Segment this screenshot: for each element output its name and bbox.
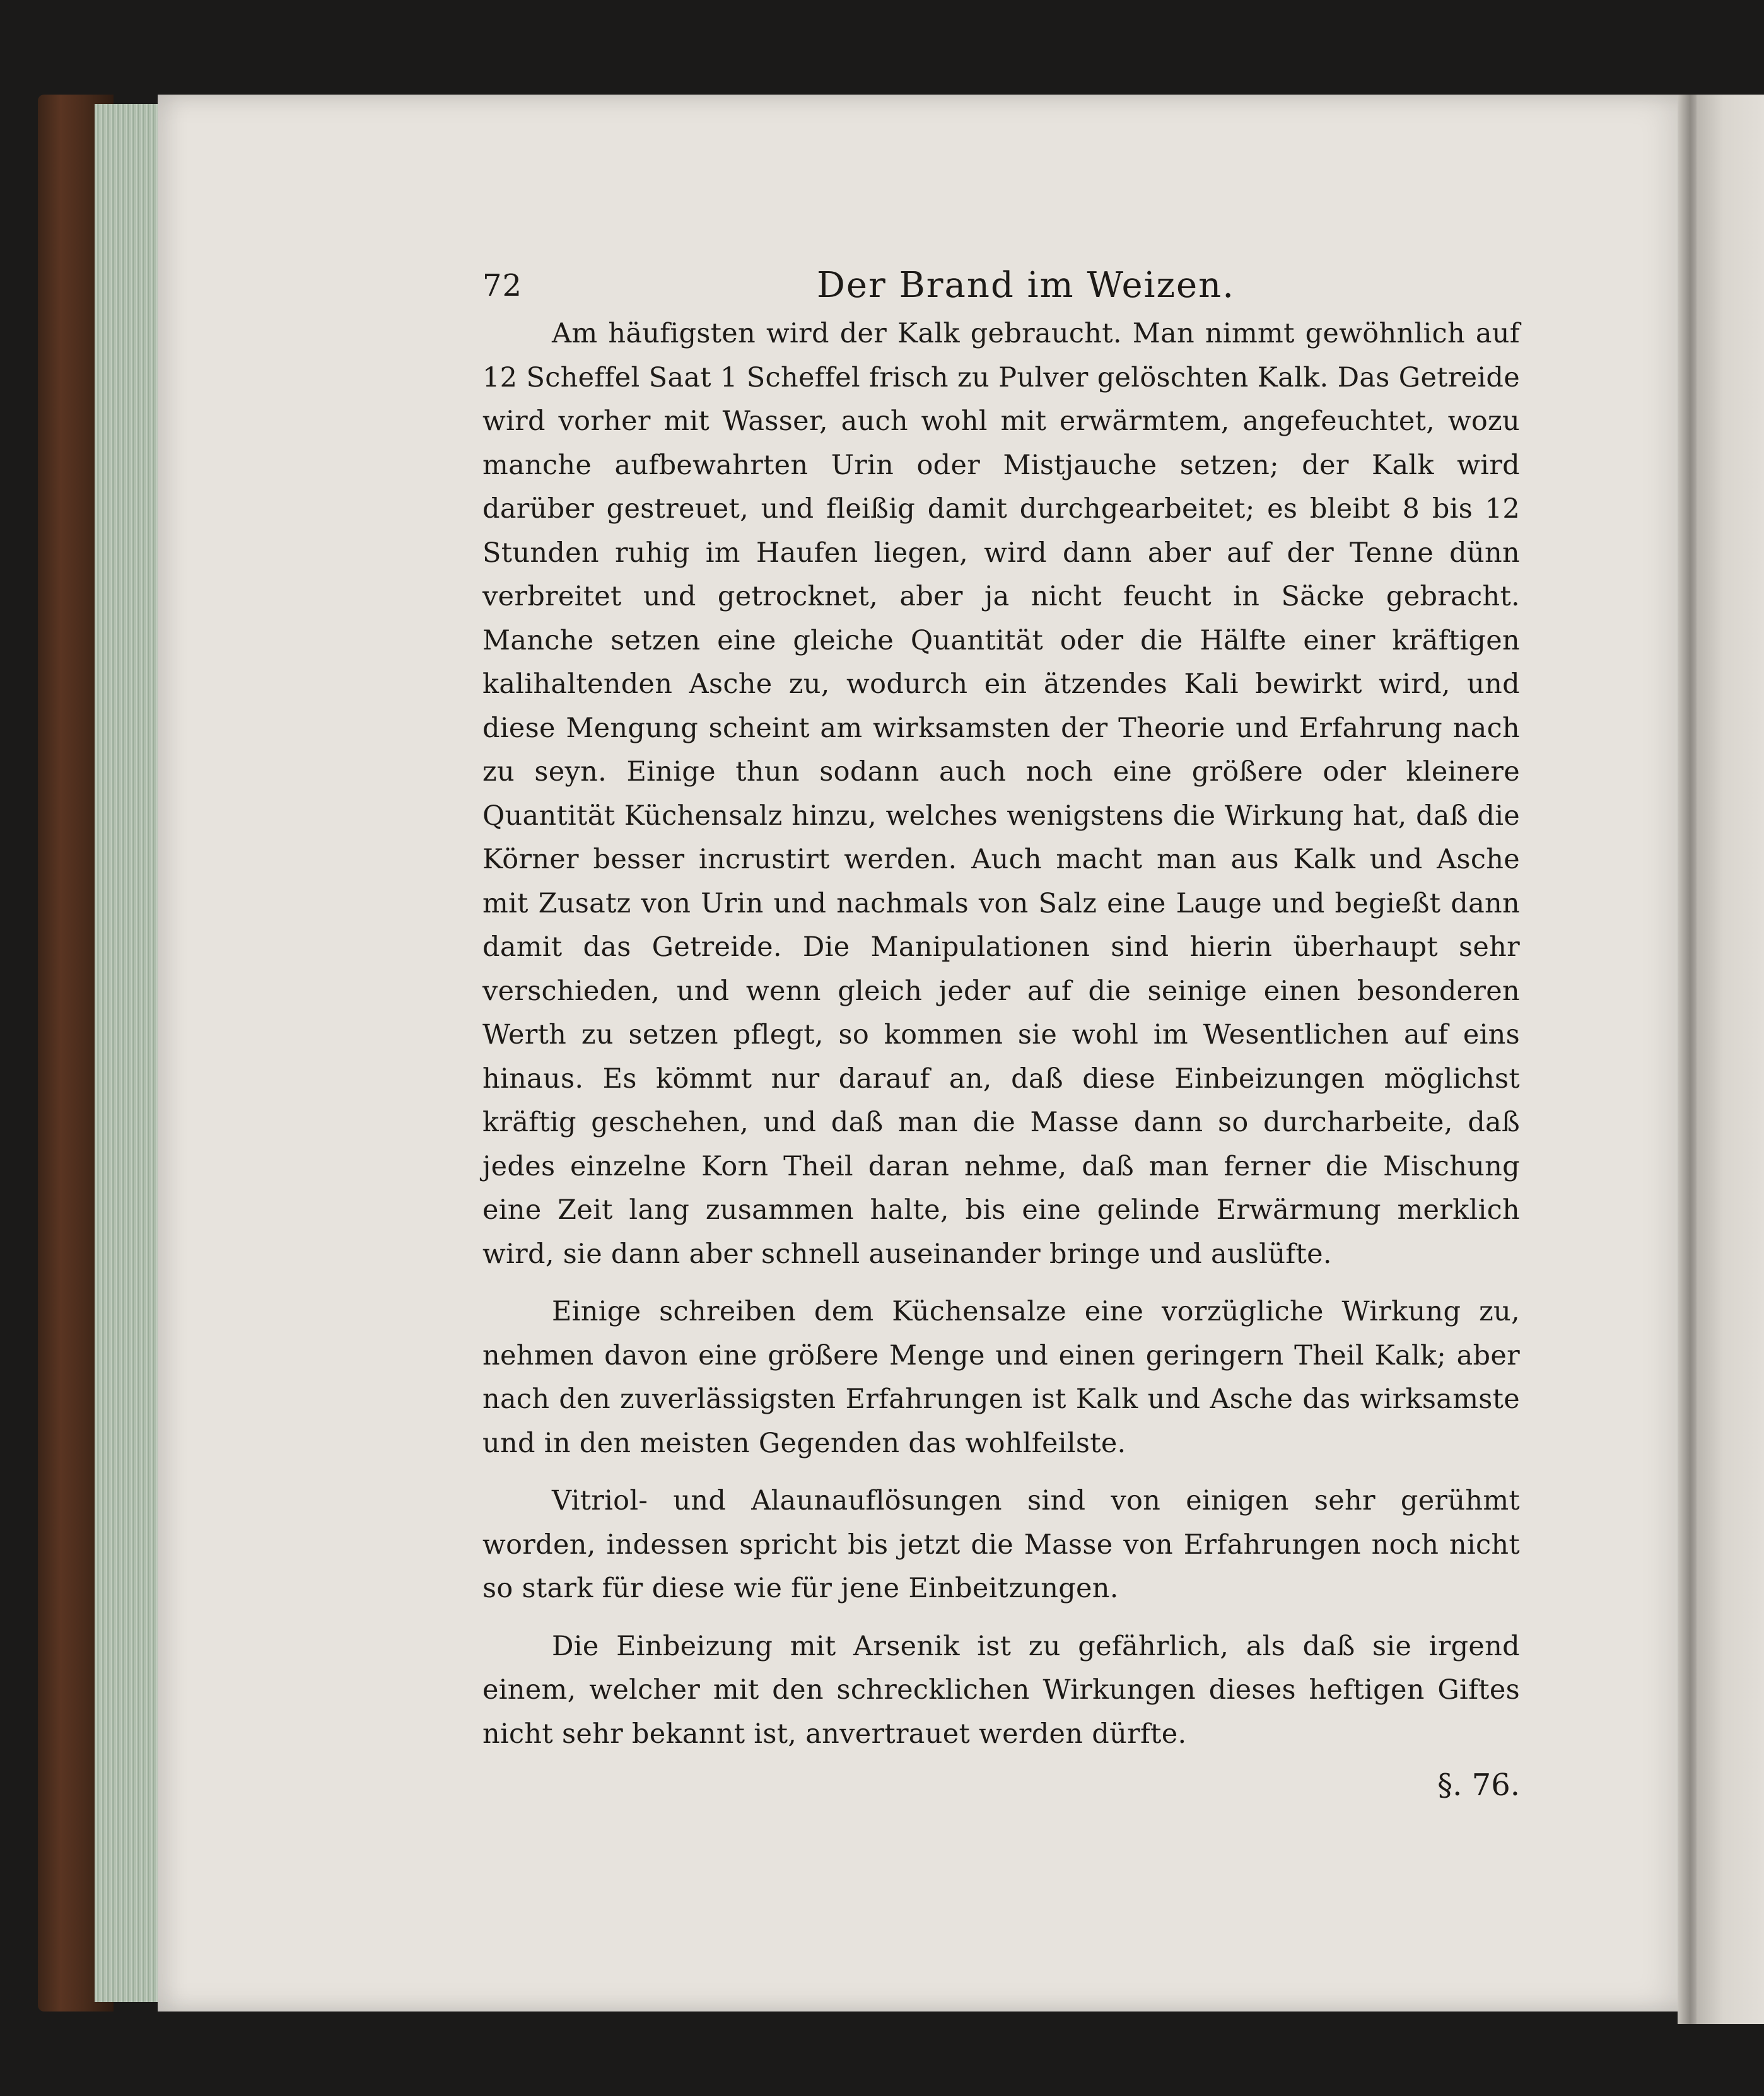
paragraph-4: Die Einbeizung mit Arsenik ist zu gefährlich, als daß sie irgend einem, welcher mit den schrecklichen Wirkungen dieses heftigen Giftes nicht sehr bekannt ist, anvertrauet werden dürfte. [482, 1630, 1520, 1750]
catchword: §. 76. [1437, 1767, 1520, 1803]
paragraph-1: Am häufigsten wird der Kalk gebraucht. Man nimmt gewöhnlich auf 12 Scheffel Saat 1 Scheffel frisch zu Pulver gelöschten Kalk. Das Getreide wird vorher mit Wasser, auch wohl mit erwärmtem, angefeuchtet, wozu manche aufbewahrten Urin oder Mistjauche setzen; der Kalk wird darüber gestreuet, und fleißig damit durchgearbeitet; es bleibt 8 bis 12 Stunden ruhig im Haufen liegen, wird dann aber auf der Tenne dünn verbreitet und getrocknet, aber ja nicht feucht in Säcke gebracht. Manche setzen eine gleiche Quantität oder die Hälfte einer kräftigen kalihaltenden Asche zu, wodurch ein ätzendes Kali bewirkt wird, und diese Mengung scheint am wirksamsten der Theorie und Erfahrung nach zu seyn. Einige thun sodann auch noch eine größere oder kleinere Quantität Küchensalz hinzu, welches wenigstens die Wirkung hat, daß die Körner besser incrustirt werden. Auch macht man aus Kalk und Asche mit Zusatz von Urin und nachmals von Salz eine Lauge und begießt dann damit das Getreide. Die Manipulationen sind hierin überhaupt sehr verschieden, und wenn gleich jeder auf die seinige einen besonderen Werth zu setzen pflegt, so kommen sie wohl im Wesentlichen auf eins hinaus. Es kömmt nur darauf an, daß diese Einbeizungen möglichst kräftig geschehen, und daß man die Masse dann so durcharbeite, daß jedes einzelne Korn Theil daran nehme, daß man ferner die Mischung eine Zeit lang zusammen halte, bis eine gelinde Erwärmung merklich wird, sie dann aber schnell auseinander bringe und auslüfte. [482, 318, 1520, 1270]
page-header [482, 255, 1520, 312]
page-stack-edges [95, 104, 164, 2002]
page-text-block [482, 255, 1520, 1803]
facing-page-edge [1697, 95, 1764, 2024]
page-number: 72 [482, 268, 523, 303]
running-title: Der Brand im Weizen. [817, 265, 1235, 306]
paragraph-3: Vitriol- und Alaunauflösungen sind von einigen sehr gerühmt worden, indessen spricht bis jetzt die Masse von Erfahrungen noch nicht so stark für diese wie für jene Einbeitzungen. [482, 1485, 1520, 1604]
paragraph-2: Einige schreiben dem Küchensalze eine vorzügliche Wirkung zu, nehmen davon eine größere Menge und einen geringern Theil Kalk; aber nach den zuverlässigsten Erfahrungen ist Kalk und Asche das wirksamste und in den meisten Gegenden das wohlfeilste. [482, 1296, 1520, 1459]
